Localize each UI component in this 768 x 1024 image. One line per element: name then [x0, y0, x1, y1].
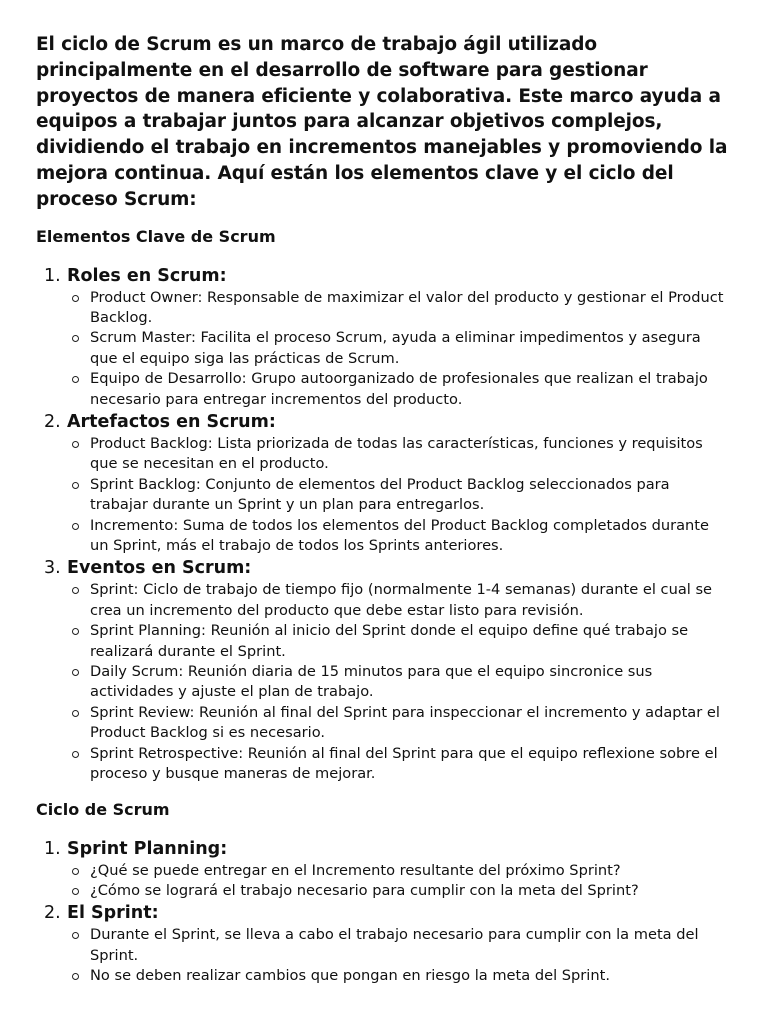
- bullet-list: [67, 580, 732, 784]
- item-title: Sprint Planning:: [67, 838, 228, 859]
- bullet-item: Scrum Master: Facilita el proceso Scrum, ayuda a eliminar impedimentos y asegura que el equipo siga las prácticas de Scrum.: [67, 328, 732, 369]
- bullet-item: Sprint Backlog: Conjunto de elementos del Product Backlog seleccionados para trabajar durante un Sprint y un plan para entregarlos.: [67, 475, 732, 516]
- section-ciclo-de-scrum: [36, 799, 732, 987]
- bullet-item: Sprint Planning: Reunión al inicio del Sprint donde el equipo define qué trabajo se realizará durante el Sprint.: [67, 621, 732, 662]
- item-number: 2.: [44, 412, 61, 433]
- list-item-el-sprint: [36, 901, 732, 986]
- bullet-item: Incremento: Suma de todos los elementos del Product Backlog completados durante un Sprint, más el trabajo de todos los Sprints anteriores.: [67, 516, 732, 557]
- bullet-item: ¿Qué se puede entregar en el Incremento resultante del próximo Sprint?: [67, 861, 732, 881]
- list-item-sprint-planning: [36, 837, 732, 902]
- bullet-list: [67, 861, 732, 902]
- section-title: Elementos Clave de Scrum: [36, 226, 276, 246]
- item-number: 2.: [44, 903, 61, 924]
- item-number: 3.: [44, 558, 61, 579]
- item-title: Eventos en Scrum:: [67, 558, 252, 579]
- item-title: El Sprint:: [67, 903, 159, 924]
- bullet-item: Product Backlog: Lista priorizada de todas las características, funciones y requisitos que se necesitan en el producto.: [67, 434, 732, 475]
- list-item-artefactos: [36, 410, 732, 556]
- bullet-list: [67, 434, 732, 556]
- numbered-list: [36, 837, 732, 987]
- intro-paragraph: El ciclo de Scrum es un marco de trabajo ágil utilizado principalmente en el desarrollo de software para gestionar proyectos de manera eficiente y colaborativa. Este marco ayuda a equipos a trabajar juntos para alcanzar objetivos complejos, dividiendo el trabajo en incrementos manejables y promoviendo la mejora continua. Aquí están los elementos clave y el ciclo del proceso Scrum:: [36, 34, 728, 210]
- bullet-item: Durante el Sprint, se lleva a cabo el trabajo necesario para cumplir con la meta del Sprint.: [67, 925, 732, 966]
- section-elementos-clave: [36, 226, 732, 785]
- item-number: 1.: [44, 265, 61, 286]
- bullet-item: Sprint Retrospective: Reunión al final del Sprint para que el equipo reflexione sobre el proceso y busque maneras de mejorar.: [67, 744, 732, 785]
- bullet-item: No se deben realizar cambios que pongan en riesgo la meta del Sprint.: [67, 966, 732, 986]
- bullet-item: Equipo de Desarrollo: Grupo autoorganizado de profesionales que realizan el trabajo necesario para entregar incrementos del producto.: [67, 369, 732, 410]
- item-title: Roles en Scrum:: [67, 265, 227, 286]
- bullet-item: Sprint: Ciclo de trabajo de tiempo fijo (normalmente 1-4 semanas) durante el cual se crea un incremento del producto que debe estar listo para revisión.: [67, 580, 732, 621]
- bullet-item: Sprint Review: Reunión al final del Sprint para inspeccionar el incremento y adaptar el Product Backlog si es necesario.: [67, 703, 732, 744]
- list-item-roles: [36, 264, 732, 410]
- bullet-list: [67, 925, 732, 986]
- bullet-item: Product Owner: Responsable de maximizar el valor del producto y gestionar el Product Backlog.: [67, 288, 732, 329]
- item-number: 1.: [44, 838, 61, 859]
- list-item-eventos: [36, 556, 732, 784]
- bullet-item: ¿Cómo se logrará el trabajo necesario para cumplir con la meta del Sprint?: [67, 881, 732, 901]
- numbered-list: [36, 264, 732, 785]
- item-title: Artefactos en Scrum:: [67, 412, 276, 433]
- bullet-list: [67, 288, 732, 410]
- bullet-item: Daily Scrum: Reunión diaria de 15 minutos para que el equipo sincronice sus actividades y ajuste el plan de trabajo.: [67, 662, 732, 703]
- section-title: Ciclo de Scrum: [36, 799, 170, 819]
